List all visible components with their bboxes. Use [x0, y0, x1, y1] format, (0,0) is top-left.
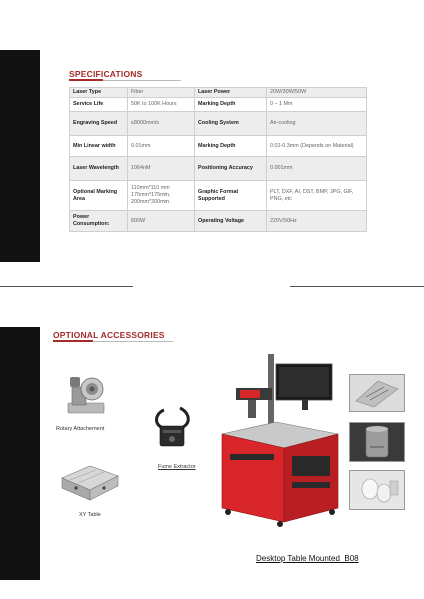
spec-value: 0.01-0.3mm (Depends on Material) [267, 136, 367, 157]
spec-value: Air-cooling [267, 112, 367, 136]
spec-value: 50K to 100K Hours [128, 98, 195, 112]
specifications-table [69, 87, 367, 232]
spec-label: Cooling System [195, 112, 267, 136]
spec-row [70, 112, 367, 136]
sample-marked-plate-image [350, 375, 404, 411]
accessories-title-accent [53, 340, 93, 342]
spec-value: 0.001mm [267, 157, 367, 181]
section-divider-left [0, 286, 133, 287]
spec-label: Optional Marking Area [70, 181, 128, 211]
spec-value: 0.01mm [128, 136, 195, 157]
spec-value: PLT, DXF, AI, DST, BMP, JPG, GIF, PNG, etc [267, 181, 367, 211]
spec-value: 220V/50Hz [267, 211, 367, 232]
spec-label: Service Life [70, 98, 128, 112]
laser-marking-machine-image [218, 352, 342, 532]
spec-value: 110mm*110 mm 175mm*175mm, 200mm*200mm [128, 181, 195, 211]
sample-marked-parts-image [350, 471, 404, 509]
spec-row [70, 211, 367, 232]
accessories-title: OPTIONAL ACCESSORIES [53, 330, 165, 340]
spec-row [70, 181, 367, 211]
spec-value: 1064nM [128, 157, 195, 181]
xy-table-image [56, 458, 122, 506]
specifications-title-accent [69, 79, 103, 81]
side-accent-bar-top [0, 50, 40, 262]
sample-thumbnail-2 [349, 422, 405, 462]
spec-value: Fiber [128, 88, 195, 98]
spec-label: Power Consumption: [70, 211, 128, 232]
fume-extractor-image [150, 404, 194, 450]
spec-value: 600W [128, 211, 195, 232]
rotary-attachment-image [64, 373, 108, 419]
spec-label: Engraving Speed [70, 112, 128, 136]
spec-row [70, 157, 367, 181]
xy-table-caption: XY Table [79, 512, 101, 518]
spec-label: Laser Type [70, 88, 128, 98]
fume-extractor-caption: Fume Extractor [158, 464, 196, 470]
spec-value: 20W/30W/50W [267, 88, 367, 98]
spec-label: Laser Wavelength [70, 157, 128, 181]
sample-thumbnail-1 [349, 374, 405, 412]
sample-marked-cylinder-image [350, 423, 404, 461]
spec-label: Operating Voltage [195, 211, 267, 232]
spec-label: Marking Depth [195, 98, 267, 112]
spec-label: Positioning Accuracy [195, 157, 267, 181]
main-machine-caption: Desktop Table Mounted_B08 [256, 554, 359, 563]
spec-row [70, 136, 367, 157]
specifications-title: SPECIFICATIONS [69, 69, 143, 79]
spec-value: 0 – 1 Mm [267, 98, 367, 112]
section-divider-right [290, 286, 424, 287]
rotary-attachment-caption: Rotary Attachement [56, 426, 105, 432]
spec-label: Graphic Format Supported [195, 181, 267, 211]
spec-row [70, 98, 367, 112]
side-accent-bar-bottom [0, 327, 40, 580]
spec-row [70, 88, 367, 98]
spec-label: Laser Power [195, 88, 267, 98]
spec-label: Marking Depth [195, 136, 267, 157]
sample-thumbnail-3 [349, 470, 405, 510]
spec-value: ≤8000mm/s [128, 112, 195, 136]
spec-label: Min Linear width [70, 136, 128, 157]
